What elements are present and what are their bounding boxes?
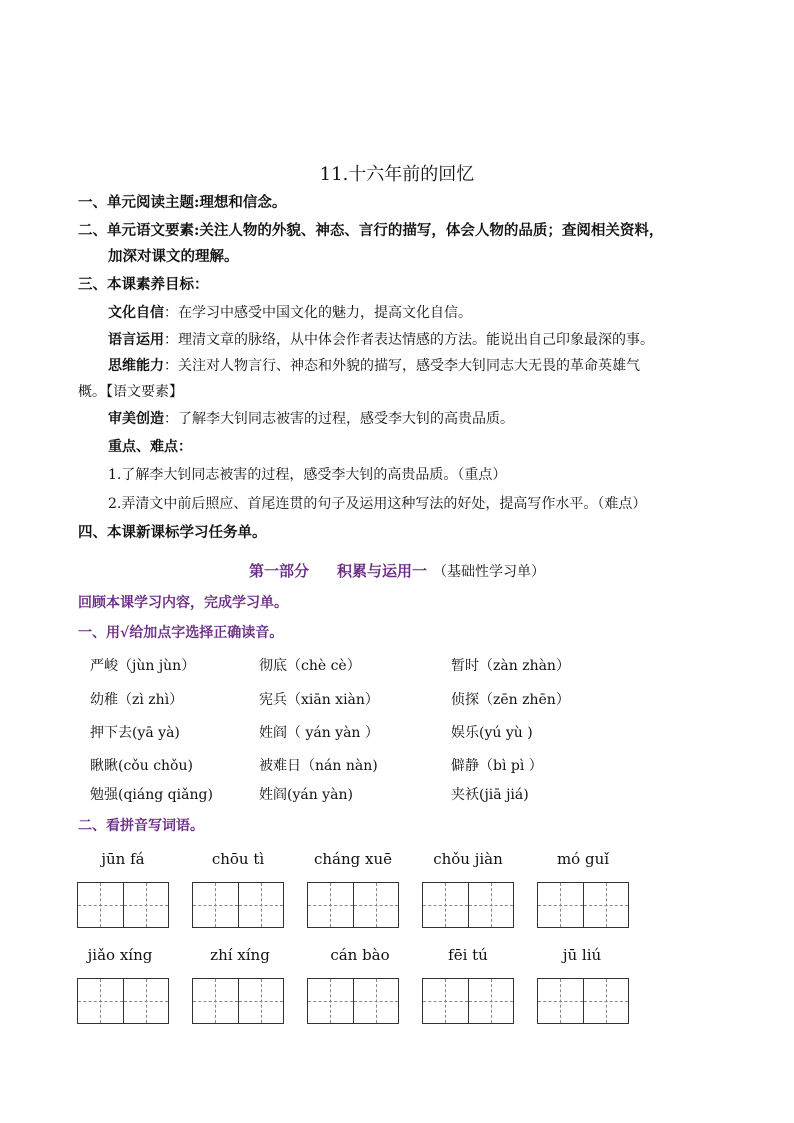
word-item: 暂时（zàn zhàn） (451, 658, 570, 674)
word-item: 彻底（chè cè） (259, 658, 361, 674)
goal-culture-text: ：在学习中感受中国文化的魅力，提高文化自信。 (164, 305, 472, 321)
word-item: 幼稚（zì zhì） (90, 692, 184, 708)
goal-culture-label: 文化自信 (108, 305, 164, 321)
pinyin-label: jū liú (562, 946, 602, 964)
key-points-label: 重点、难点： (108, 439, 192, 455)
goal-language-label: 语言运用 (108, 332, 164, 348)
writing-grid[interactable] (77, 978, 169, 1024)
pinyin-label: cán bào (330, 946, 390, 964)
goal-thinking-label: 思维能力 (108, 358, 164, 374)
key-point-1: 1.了解李大钊同志被害的过程，感受李大钊的高贵品质。（重点） (108, 467, 507, 483)
writing-grid[interactable] (77, 882, 169, 928)
goal-thinking (108, 355, 640, 377)
word-item: 夹袄(jiā jiá) (451, 787, 529, 803)
writing-grid[interactable] (192, 882, 284, 928)
pinyin-label: cháng xuē (313, 850, 393, 868)
part-heading (0, 560, 794, 581)
writing-grid[interactable] (192, 978, 284, 1024)
key-point-2: 2.弄清文中前后照应、首尾连贯的句子及运用这种写法的好处，提高写作水平。（难点） (108, 496, 647, 512)
pinyin-label: fēi tú (448, 946, 488, 964)
part-number: 第一部分 (248, 562, 309, 580)
word-item: 瞅瞅(cǒu chǒu) (90, 758, 193, 774)
pinyin-label: jūn fá (101, 850, 145, 868)
writing-grid[interactable] (307, 978, 399, 1024)
word-item: 娱乐(yú yù ) (451, 725, 533, 741)
section-2-line2: 加深对课文的理解。 (108, 248, 239, 265)
writing-grid[interactable] (422, 882, 514, 928)
part-name: 积累与运用一 (337, 562, 428, 580)
section-1: 一、单元阅读主题:理想和信念。 (78, 194, 287, 211)
goal-culture (108, 302, 472, 324)
word-item: 被难日（nán nàn) (259, 758, 378, 774)
word-item: 押下去(yā yà) (90, 725, 180, 741)
word-item: 僻静（bì pì ） (451, 758, 543, 774)
goal-language-text: ：理清文章的脉络，从中体会作者表达情感的方法。能说出自己印象最深的事。 (164, 332, 654, 348)
review-instruction: 回顾本课学习内容，完成学习单。 (78, 595, 288, 611)
pinyin-label: jiǎo xíng (87, 946, 153, 964)
question-2-heading: 二、看拼音写词语。 (78, 818, 204, 834)
word-item: 姓阎（ yán yàn ） (259, 725, 379, 741)
writing-grid[interactable] (537, 882, 629, 928)
section-2-line1: 二、单元语文要素:关注人物的外貌、神态、言行的描写，体会人物的品质；查阅相关资料， (78, 222, 664, 239)
goal-aesthetic (108, 408, 514, 430)
question-1-heading: 一、用√给加点字选择正确读音。 (78, 625, 284, 641)
pinyin-label: mó guǐ (556, 850, 610, 868)
word-item: 宪兵（xiān xiàn） (259, 692, 379, 708)
writing-grid[interactable] (422, 978, 514, 1024)
pinyin-label: chōu tì (211, 850, 265, 868)
goal-language (108, 329, 654, 351)
pinyin-label: chǒu jiàn (433, 850, 503, 868)
part-subtitle: （基础性学习单） (433, 564, 546, 580)
section-3: 三、本课素养目标： (78, 276, 209, 293)
goal-thinking-cont: 概。【语文要素】 (78, 384, 183, 400)
page-title: 11.十六年前的回忆 (319, 164, 475, 185)
writing-grid[interactable] (307, 882, 399, 928)
pinyin-label: zhí xíng (210, 946, 270, 964)
goal-aesthetic-label: 审美创造 (108, 411, 164, 427)
goal-aesthetic-text: ：了解李大钊同志被害的过程，感受李大钊的高贵品质。 (164, 411, 514, 427)
goal-thinking-text: ：关注对人物言行、神态和外貌的描写，感受李大钊同志大无畏的革命英雄气 (164, 358, 640, 374)
writing-grid[interactable] (537, 978, 629, 1024)
word-item: 严峻（jùn jùn） (90, 658, 196, 674)
section-4: 四、本课新课标学习任务单。 (78, 524, 267, 541)
word-item: 侦探（zēn zhēn） (451, 692, 570, 708)
word-item: 姓阎(yán yàn) (259, 787, 353, 803)
word-item: 勉强(qiáng qiǎng) (90, 787, 213, 803)
